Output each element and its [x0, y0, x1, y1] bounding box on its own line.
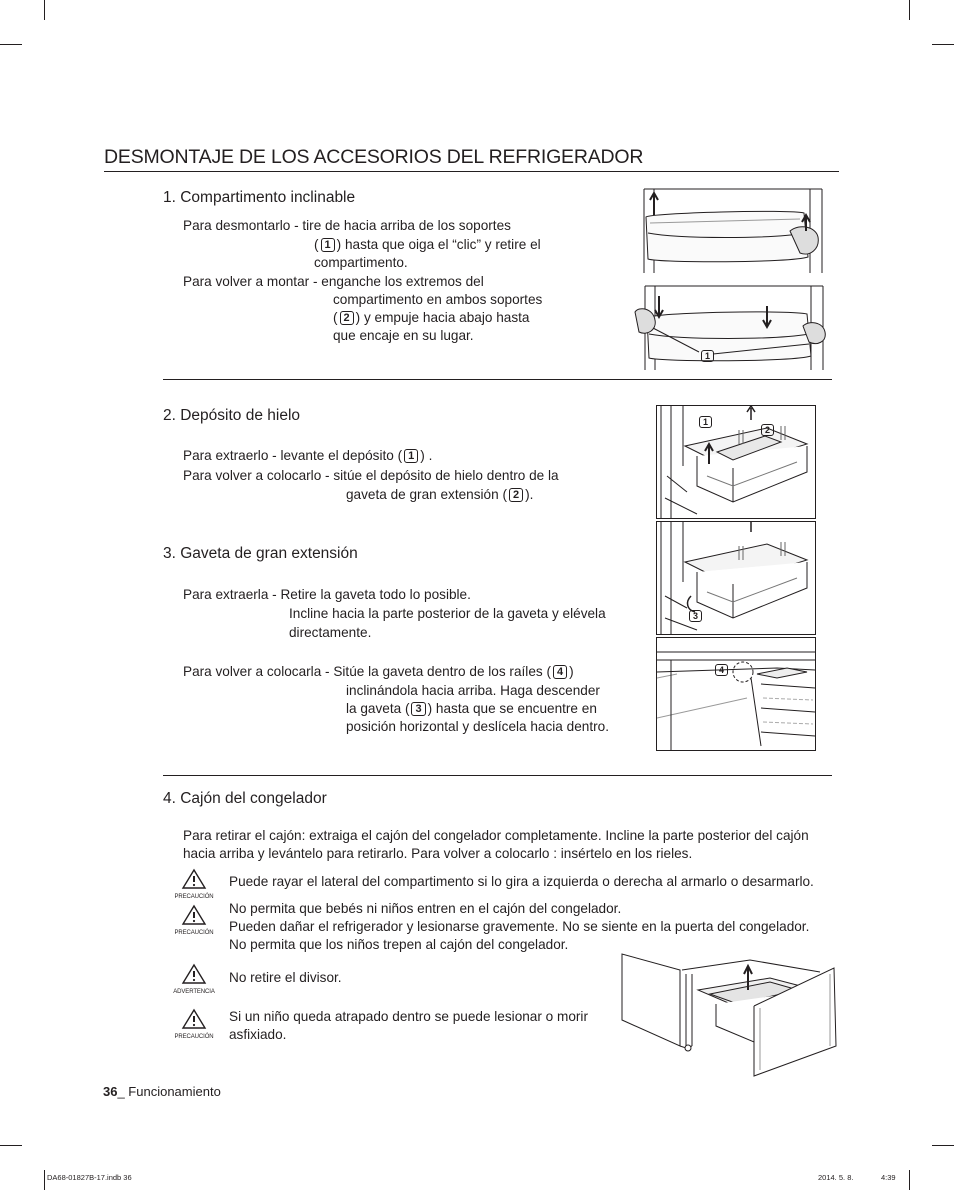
title-rule — [104, 171, 839, 172]
crop-mark — [0, 1145, 22, 1146]
crop-mark — [932, 1145, 954, 1146]
crop-mark — [0, 44, 22, 45]
crop-mark — [44, 1170, 45, 1190]
caution-text: No permita que los niños trepen al cajón del congelador. — [229, 937, 569, 952]
section-4-heading: 4. Cajón del congelador — [163, 790, 327, 807]
figure-freezer-drawer — [620, 950, 838, 1078]
warning-notice — [172, 963, 216, 995]
caution-notice — [172, 868, 216, 900]
caution-notice — [172, 904, 216, 936]
s1-line-6: ( 2 ) y empuje hacia abajo hasta — [333, 310, 530, 325]
figure-callout: 4 — [715, 664, 728, 676]
caution-text: Puede rayar el lateral del compartimento si lo gira a izquierda o derecha al armarlo o desarmarlo. — [229, 874, 814, 889]
page-title: DESMONTAJE DE LOS ACCESORIOS DEL REFRIGERADOR — [104, 146, 644, 168]
s3-line-7: posición horizontal y deslícela hacia dentro. — [346, 719, 609, 734]
callout-badge: 1 — [404, 449, 418, 463]
section-3-heading: 3. Gaveta de gran extensión — [163, 545, 358, 562]
section-1-heading: 1. Compartimento inclinable — [163, 189, 356, 206]
s1-line-4: Para volver a montar - enganche los extremos del — [183, 274, 484, 289]
figure-tilt-compartment-install — [633, 282, 827, 372]
warning-triangle-icon — [181, 868, 207, 890]
figure-callout: 1 — [699, 416, 712, 428]
s4-para-line-2: hacia arriba y levántelo para retirarlo. Para volver a colocarlo : insértelo en los rieles. — [183, 846, 693, 861]
page-footer — [103, 1084, 221, 1099]
print-slug-date: 2014. 5. 8. — [818, 1173, 854, 1182]
section-2-heading: 2. Depósito de hielo — [163, 407, 301, 424]
section-divider — [163, 775, 832, 776]
s1-line-7: que encaje en su lugar. — [333, 328, 474, 343]
warning-triangle-icon — [181, 904, 207, 926]
callout-badge: 3 — [411, 702, 425, 716]
s3-line-3: directamente. — [289, 625, 372, 640]
figure-ice-bin — [656, 405, 816, 519]
figure-callout: 3 — [689, 610, 702, 622]
print-slug-time: 4:39 — [881, 1173, 896, 1182]
s3-line-4: Para volver a colocarla - Sitúe la gaveta dentro de los raíles ( 4 ) — [183, 664, 574, 679]
caution-text: Si un niño queda atrapado dentro se puede lesionar o morir — [229, 1009, 588, 1024]
callout-badge: 4 — [553, 665, 567, 679]
caution-notice — [172, 1008, 216, 1040]
s1-line-2: ( 1 ) hasta que oiga el “clic” y retire el — [314, 237, 541, 252]
crop-mark — [909, 1170, 910, 1190]
s3-line-2: Incline hacia la parte posterior de la gaveta y elévela — [289, 606, 606, 621]
warning-label: ADVERTENCIA — [173, 989, 215, 995]
warning-text: No retire el divisor. — [229, 970, 342, 985]
s1-line-3: compartimento. — [314, 255, 408, 270]
warning-triangle-icon — [181, 963, 207, 985]
s2-line-2: Para volver a colocarlo - sitúe el depósito de hielo dentro de la — [183, 468, 559, 483]
warning-triangle-icon — [181, 1008, 207, 1030]
figure-tilt-compartment-remove — [640, 187, 824, 275]
caution-text: No permita que bebés ni niños entren en el cajón del congelador. — [229, 901, 622, 916]
section-divider — [163, 379, 832, 380]
crop-mark — [909, 0, 910, 20]
caution-label: PRECAUCIÓN — [174, 1034, 214, 1040]
s2-line-1: Para extraerlo - levante el depósito ( 1 ) . — [183, 448, 433, 463]
figure-extension-drawer-rails — [656, 637, 816, 751]
figure-callout: 1 — [701, 350, 714, 362]
s4-para-line-1: Para retirar el cajón: extraiga el cajón del congelador completamente. Incline la parte posterior del cajón — [183, 828, 809, 843]
page-number: 36 — [103, 1084, 118, 1099]
s1-line-1: Para desmontarlo - tire de hacia arriba de los soportes — [183, 218, 511, 233]
caution-label: PRECAUCIÓN — [174, 930, 214, 936]
crop-mark — [44, 0, 45, 20]
s3-line-6: la gaveta ( 3 ) hasta que se encuentre en — [346, 701, 597, 716]
caution-text: asfixiado. — [229, 1027, 287, 1042]
callout-badge: 2 — [509, 488, 523, 502]
callout-badge: 2 — [340, 311, 354, 325]
s1-line-5: compartimento en ambos soportes — [333, 292, 543, 307]
figure-callout: 2 — [761, 424, 774, 436]
print-slug-file: DA68-01827B-17.indb 36 — [47, 1173, 132, 1182]
s2-line-3: gaveta de gran extensión ( 2 ). — [346, 487, 534, 502]
caution-text: Pueden dañar el refrigerador y lesionarse gravemente. No se siente en la puerta del congelador. — [229, 919, 810, 934]
figure-extension-drawer-remove — [656, 521, 816, 635]
caution-label: PRECAUCIÓN — [174, 894, 214, 900]
s3-line-1: Para extraerla - Retire la gaveta todo lo posible. — [183, 587, 471, 602]
s3-line-5: inclinándola hacia arriba. Haga descender — [346, 683, 600, 698]
footer-section: _ Funcionamiento — [117, 1084, 221, 1099]
callout-badge: 1 — [321, 238, 335, 252]
crop-mark — [932, 44, 954, 45]
